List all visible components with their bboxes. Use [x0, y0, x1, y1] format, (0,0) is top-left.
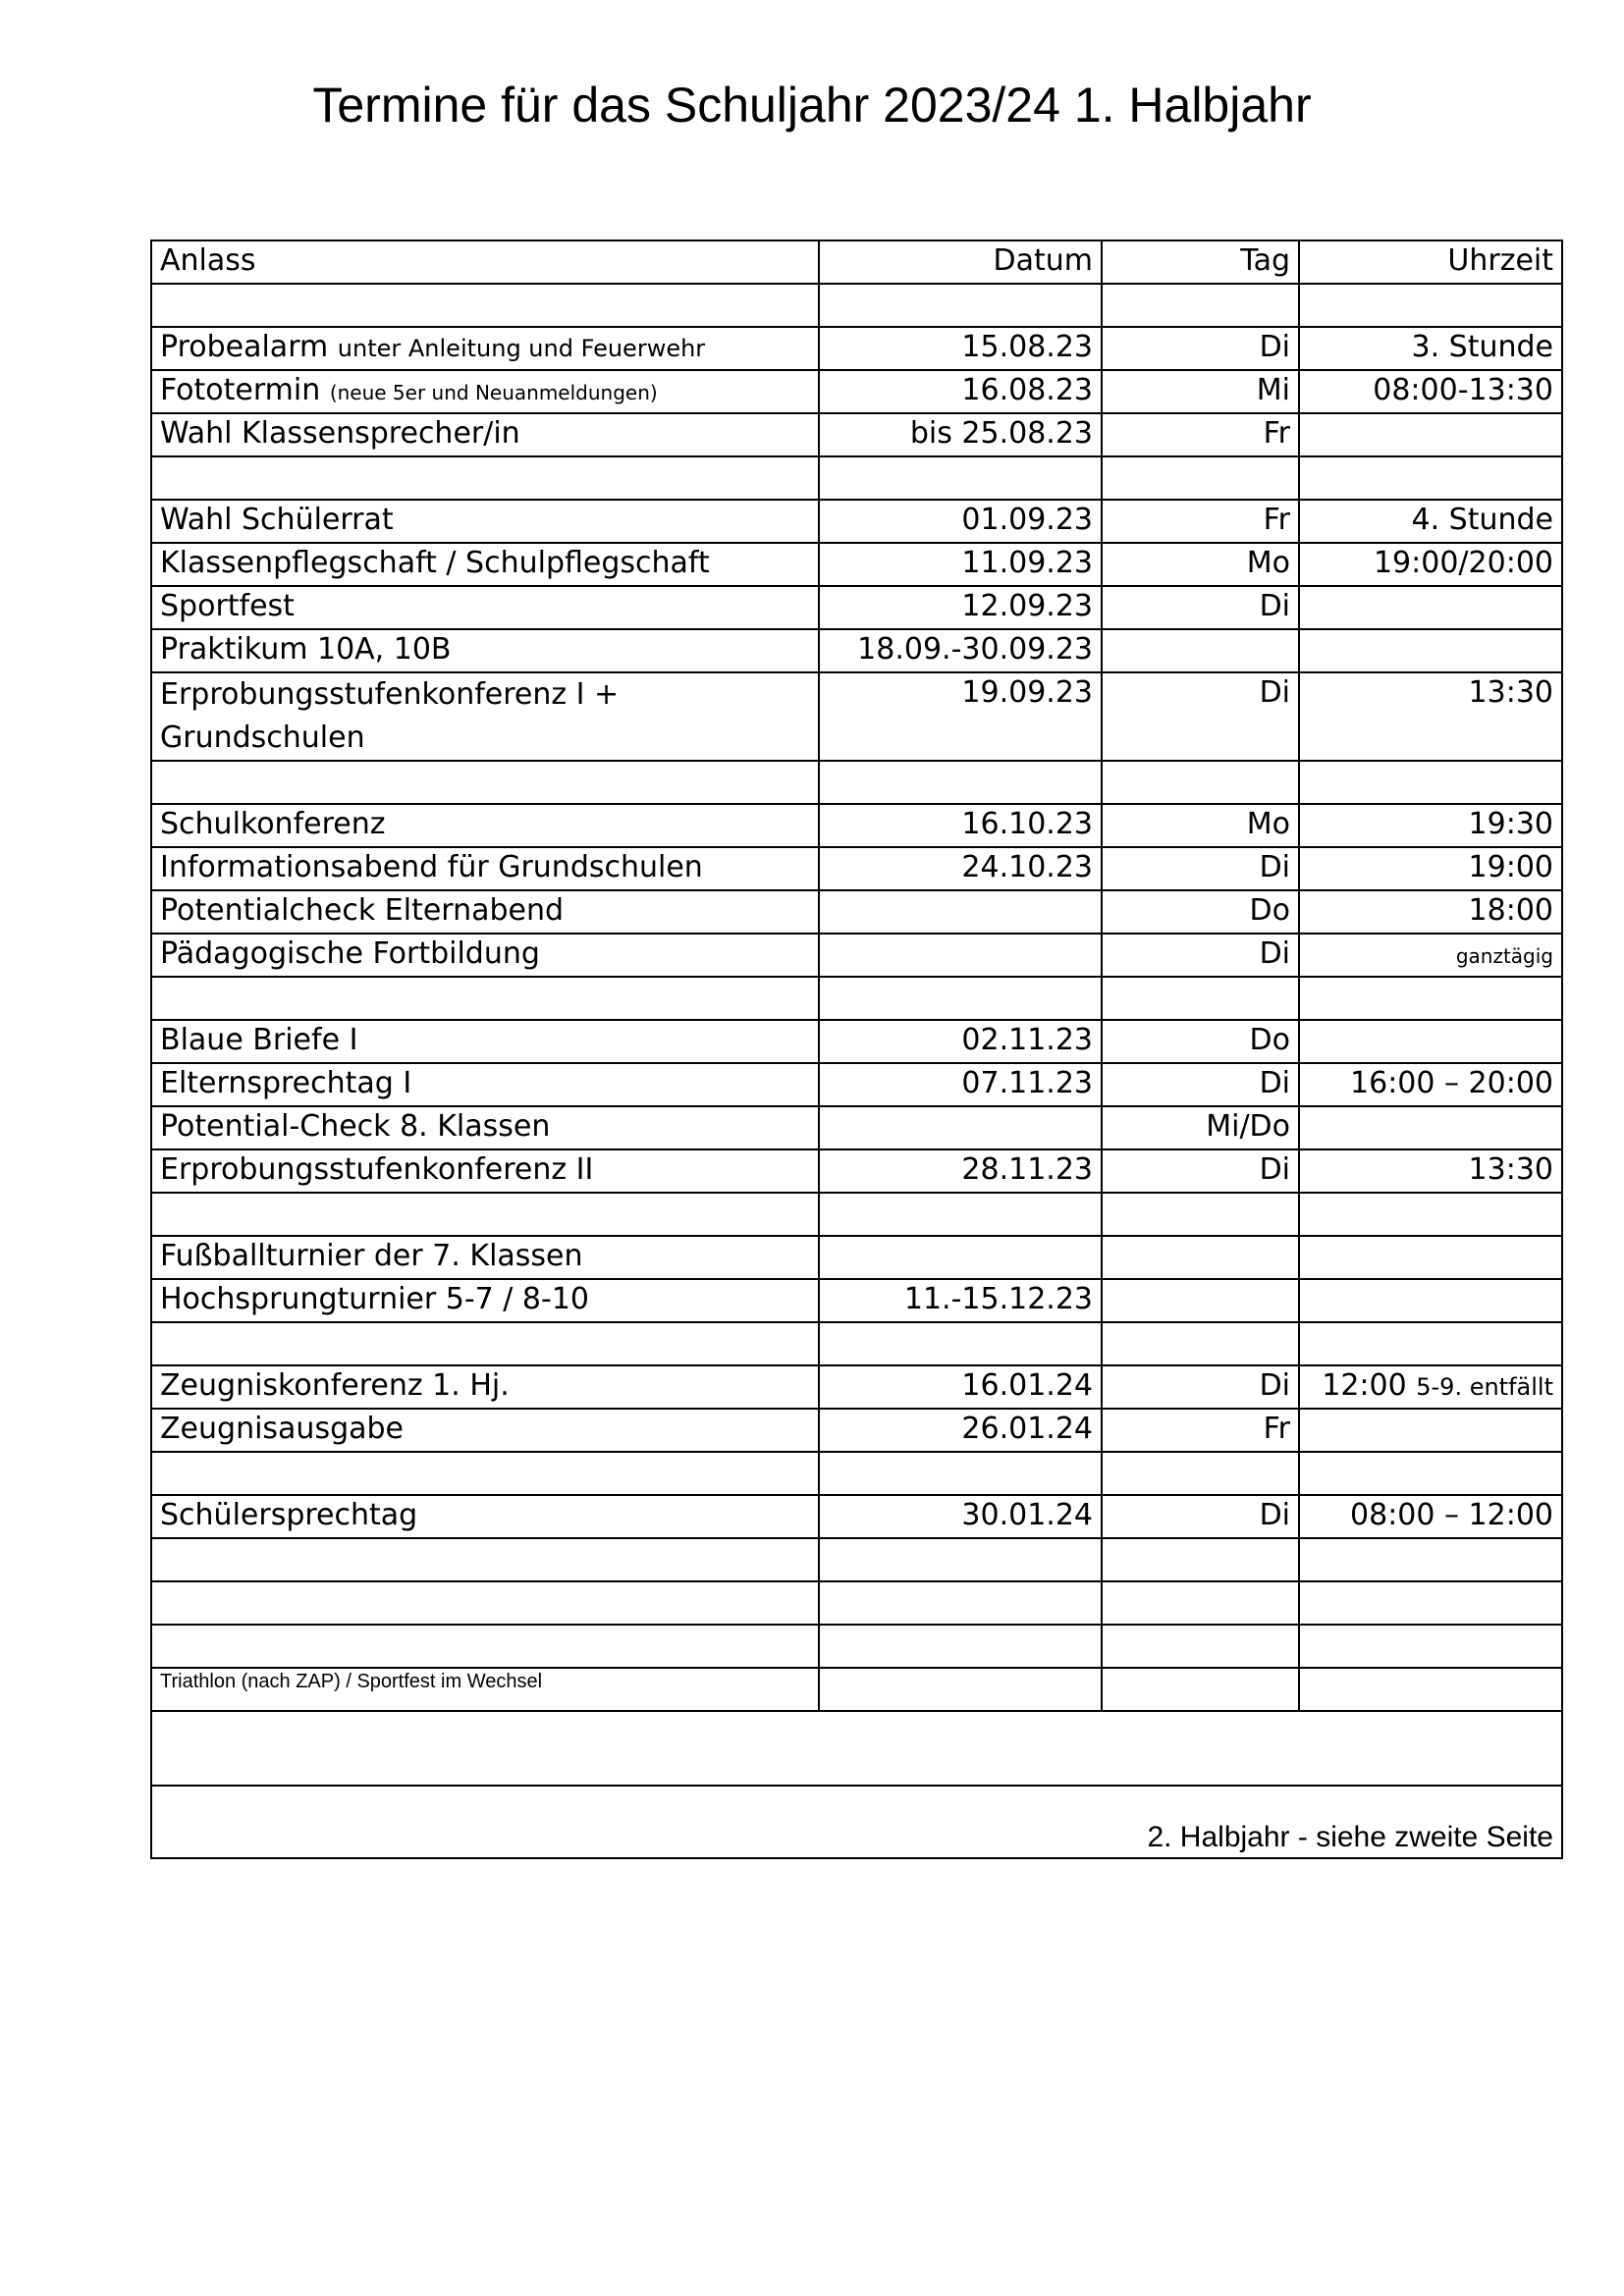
cell-tag — [1102, 804, 1299, 847]
tag-text: Mi — [1256, 373, 1290, 407]
table-row — [151, 1495, 1562, 1538]
cell-datum — [819, 543, 1102, 586]
cell-datum — [819, 1322, 1102, 1365]
cell-tag — [1102, 1322, 1299, 1365]
table-row — [151, 1106, 1562, 1149]
cell-anlass — [151, 500, 819, 543]
uhrzeit-text: 13:30 — [1468, 1152, 1553, 1187]
cell-datum — [819, 1581, 1102, 1625]
cell-datum — [819, 1625, 1102, 1668]
table-row — [151, 370, 1562, 413]
cell-datum — [819, 761, 1102, 804]
table-row — [151, 500, 1562, 543]
cell-tag — [1102, 1063, 1299, 1106]
cell-datum — [819, 284, 1102, 327]
cell-anlass — [151, 672, 819, 761]
uhrzeit-text: 18:00 — [1468, 893, 1553, 928]
datum-text: 28.11.23 — [961, 1152, 1093, 1187]
uhrzeit-text: ganztägig — [1455, 944, 1553, 968]
cell-uhrzeit — [1299, 1409, 1562, 1452]
anlass-text: Erprobungsstufenkonferenz I + Grundschulen — [160, 677, 620, 755]
cell-anlass — [151, 977, 819, 1020]
cell-tag — [1102, 934, 1299, 977]
cell-tag — [1102, 1581, 1299, 1625]
cell-datum — [819, 977, 1102, 1020]
uhrzeit-text: 08:00 – 12:00 — [1350, 1498, 1553, 1532]
cell-anlass — [151, 1668, 819, 1711]
anlass-text: Fußballturnier der 7. Klassen — [160, 1239, 583, 1273]
anlass-text: Potential-Check 8. Klassen — [160, 1109, 551, 1144]
cell-uhrzeit — [1299, 543, 1562, 586]
empty-wide-cell — [151, 1711, 1562, 1786]
anlass-text: Sportfest — [160, 589, 295, 623]
cell-datum — [819, 1149, 1102, 1193]
cell-tag — [1102, 1149, 1299, 1193]
page-title: Termine für das Schuljahr 2023/24 1. Halbjahr — [312, 78, 1312, 133]
cell-anlass — [151, 1538, 819, 1581]
cell-tag — [1102, 1020, 1299, 1063]
anlass-text: Potentialcheck Elternabend — [160, 893, 565, 928]
anlass-text: Pädagogische Fortbildung — [160, 936, 540, 971]
cell-uhrzeit — [1299, 977, 1562, 1020]
table-row — [151, 456, 1562, 500]
cell-anlass — [151, 413, 819, 456]
tag-text: Di — [1259, 1152, 1290, 1187]
uhrzeit-text: 16:00 – 20:00 — [1350, 1066, 1553, 1100]
cell-datum — [819, 934, 1102, 977]
cell-tag — [1102, 413, 1299, 456]
tag-text: Fr — [1263, 503, 1290, 537]
cell-tag — [1102, 890, 1299, 934]
cell-anlass — [151, 1020, 819, 1063]
datum-text: 11.09.23 — [961, 546, 1093, 580]
tag-text: Di — [1259, 850, 1290, 884]
cell-anlass — [151, 1063, 819, 1106]
cell-anlass — [151, 1106, 819, 1149]
cell-datum — [819, 1409, 1102, 1452]
tag-text: Di — [1259, 675, 1290, 710]
cell-anlass — [151, 1495, 819, 1538]
cell-datum — [819, 1452, 1102, 1495]
cell-uhrzeit — [1299, 1495, 1562, 1538]
tag-text: Di — [1259, 936, 1290, 971]
table-row — [151, 1149, 1562, 1193]
cell-tag — [1102, 1538, 1299, 1581]
table-row — [151, 1236, 1562, 1279]
cell-tag — [1102, 1452, 1299, 1495]
uhrzeit-text: 19:00 — [1468, 850, 1553, 884]
table-row — [151, 284, 1562, 327]
tag-text: Mi/Do — [1206, 1109, 1290, 1144]
uhrzeit-text: 19:00/20:00 — [1373, 546, 1553, 580]
tag-text: Fr — [1263, 1412, 1290, 1446]
cell-anlass — [151, 284, 819, 327]
header-anlass: Anlass — [151, 240, 819, 284]
cell-anlass — [151, 1581, 819, 1625]
datum-text: 02.11.23 — [961, 1023, 1093, 1057]
cell-datum — [819, 1495, 1102, 1538]
cell-uhrzeit — [1299, 1236, 1562, 1279]
anlass-text: Praktikum 10A, 10B — [160, 632, 452, 667]
table-row — [151, 1581, 1562, 1625]
cell-tag — [1102, 1193, 1299, 1236]
cell-anlass — [151, 1365, 819, 1409]
cell-tag — [1102, 1625, 1299, 1668]
schedule-table — [150, 240, 1563, 1859]
cell-datum — [819, 1236, 1102, 1279]
cell-uhrzeit — [1299, 327, 1562, 370]
cell-datum — [819, 890, 1102, 934]
datum-text: 12.09.23 — [961, 589, 1093, 623]
cell-datum — [819, 1106, 1102, 1149]
cell-tag — [1102, 1279, 1299, 1322]
cell-anlass — [151, 847, 819, 890]
table-row — [151, 761, 1562, 804]
cell-uhrzeit — [1299, 934, 1562, 977]
table-row — [151, 890, 1562, 934]
tag-text: Mo — [1246, 807, 1290, 841]
cell-anlass — [151, 1149, 819, 1193]
cell-tag — [1102, 1365, 1299, 1409]
datum-text: 11.-15.12.23 — [903, 1282, 1093, 1316]
uhrzeit-text: 3. Stunde — [1411, 330, 1553, 364]
table-row — [151, 672, 1562, 761]
datum-text: 18.09.-30.09.23 — [857, 632, 1093, 667]
anlass-text: Informationsabend für Grundschulen — [160, 850, 703, 884]
cell-tag — [1102, 327, 1299, 370]
anlass-text: Erprobungsstufenkonferenz II — [160, 1152, 594, 1187]
table-row — [151, 804, 1562, 847]
cell-datum — [819, 500, 1102, 543]
table-row — [151, 934, 1562, 977]
datum-text: 07.11.23 — [961, 1066, 1093, 1100]
cell-uhrzeit — [1299, 1452, 1562, 1495]
anlass-text: Wahl Klassensprecher/in — [160, 416, 520, 451]
anlass-text: Schülersprechtag — [160, 1498, 418, 1532]
tag-text: Do — [1249, 1023, 1290, 1057]
cell-datum — [819, 1365, 1102, 1409]
cell-tag — [1102, 629, 1299, 672]
table-row — [151, 1538, 1562, 1581]
table-row — [151, 1625, 1562, 1668]
datum-text: bis 25.08.23 — [909, 416, 1093, 451]
cell-uhrzeit — [1299, 1365, 1562, 1409]
cell-uhrzeit — [1299, 370, 1562, 413]
table-row — [151, 1322, 1562, 1365]
anlass-note: (neue 5er und Neuanmeldungen) — [329, 381, 658, 404]
uhrzeit-text: 12:00 — [1322, 1368, 1407, 1403]
cell-tag — [1102, 1106, 1299, 1149]
table-row — [151, 543, 1562, 586]
cell-tag — [1102, 586, 1299, 629]
cell-tag — [1102, 1409, 1299, 1452]
cell-anlass — [151, 370, 819, 413]
cell-anlass — [151, 934, 819, 977]
table-row — [151, 1668, 1562, 1711]
cell-tag — [1102, 370, 1299, 413]
tag-text: Mo — [1246, 546, 1290, 580]
cell-tag — [1102, 847, 1299, 890]
cell-uhrzeit — [1299, 586, 1562, 629]
cell-uhrzeit — [1299, 761, 1562, 804]
cell-tag — [1102, 1495, 1299, 1538]
datum-text: 16.01.24 — [961, 1368, 1093, 1403]
table-row — [151, 1279, 1562, 1322]
cell-anlass — [151, 761, 819, 804]
cell-anlass — [151, 1625, 819, 1668]
cell-datum — [819, 586, 1102, 629]
cell-datum — [819, 456, 1102, 500]
table-row — [151, 1063, 1562, 1106]
anlass-text: Blaue Briefe I — [160, 1023, 358, 1057]
table-row — [151, 413, 1562, 456]
cell-datum — [819, 672, 1102, 761]
cell-datum — [819, 1193, 1102, 1236]
cell-datum — [819, 1538, 1102, 1581]
cell-tag — [1102, 1236, 1299, 1279]
cell-tag — [1102, 672, 1299, 761]
cell-tag — [1102, 456, 1299, 500]
tag-text: Do — [1249, 893, 1290, 928]
cell-anlass — [151, 1236, 819, 1279]
cell-anlass — [151, 804, 819, 847]
cell-uhrzeit — [1299, 1193, 1562, 1236]
empty-wide-row — [151, 1711, 1562, 1786]
cell-anlass — [151, 1452, 819, 1495]
cell-tag — [1102, 500, 1299, 543]
table-row — [151, 629, 1562, 672]
tag-text: Fr — [1263, 416, 1290, 451]
table-row — [151, 847, 1562, 890]
table-header-row — [151, 240, 1562, 284]
cell-tag — [1102, 284, 1299, 327]
cell-datum — [819, 1020, 1102, 1063]
cell-anlass — [151, 327, 819, 370]
cell-anlass — [151, 1193, 819, 1236]
cell-uhrzeit — [1299, 672, 1562, 761]
cell-uhrzeit — [1299, 1149, 1562, 1193]
header-tag: Tag — [1102, 240, 1299, 284]
table-row — [151, 327, 1562, 370]
cell-uhrzeit — [1299, 500, 1562, 543]
table-row — [151, 1020, 1562, 1063]
datum-text: 30.01.24 — [961, 1498, 1093, 1532]
anlass-note: unter Anleitung und Feuerwehr — [337, 335, 706, 362]
cell-datum — [819, 1279, 1102, 1322]
uhrzeit-text: 4. Stunde — [1411, 503, 1553, 537]
uhrzeit-note: 5-9. entfällt — [1416, 1373, 1553, 1401]
cell-uhrzeit — [1299, 456, 1562, 500]
tag-text: Di — [1259, 1498, 1290, 1532]
cell-tag — [1102, 543, 1299, 586]
datum-text: 01.09.23 — [961, 503, 1093, 537]
cell-anlass — [151, 890, 819, 934]
cell-anlass — [151, 543, 819, 586]
anlass-text: Probealarm — [160, 330, 329, 364]
cell-datum — [819, 629, 1102, 672]
cell-uhrzeit — [1299, 629, 1562, 672]
cell-datum — [819, 1063, 1102, 1106]
table-row — [151, 1193, 1562, 1236]
cell-anlass — [151, 1279, 819, 1322]
tag-text: Di — [1259, 589, 1290, 623]
cell-anlass — [151, 1409, 819, 1452]
cell-datum — [819, 804, 1102, 847]
cell-uhrzeit — [1299, 1020, 1562, 1063]
cell-anlass — [151, 586, 819, 629]
datum-text: 26.01.24 — [961, 1412, 1093, 1446]
cell-datum — [819, 413, 1102, 456]
anlass-text: Schulkonferenz — [160, 807, 386, 841]
cell-uhrzeit — [1299, 1668, 1562, 1711]
anlass-text: Zeugnisausgabe — [160, 1412, 404, 1446]
anlass-text: Klassenpflegschaft / Schulpflegschaft — [160, 546, 710, 580]
footer-row — [151, 1786, 1562, 1858]
datum-text: 16.10.23 — [961, 807, 1093, 841]
header-uhrzeit: Uhrzeit — [1299, 240, 1562, 284]
cell-uhrzeit — [1299, 1063, 1562, 1106]
datum-text: 24.10.23 — [961, 850, 1093, 884]
uhrzeit-text: 08:00-13:30 — [1373, 373, 1553, 407]
cell-uhrzeit — [1299, 890, 1562, 934]
cell-uhrzeit — [1299, 1581, 1562, 1625]
cell-anlass — [151, 1322, 819, 1365]
anlass-text: Fototermin — [160, 373, 321, 407]
cell-anlass — [151, 456, 819, 500]
tag-text: Di — [1259, 330, 1290, 364]
anlass-text: Elternsprechtag I — [160, 1066, 412, 1100]
cell-uhrzeit — [1299, 847, 1562, 890]
table-row — [151, 977, 1562, 1020]
table-row — [151, 586, 1562, 629]
cell-uhrzeit — [1299, 413, 1562, 456]
cell-datum — [819, 370, 1102, 413]
anlass-text: Triathlon (nach ZAP) / Sportfest im Wechsel — [160, 1671, 543, 1692]
cell-uhrzeit — [1299, 1279, 1562, 1322]
cell-anlass — [151, 629, 819, 672]
tag-text: Di — [1259, 1066, 1290, 1100]
cell-uhrzeit — [1299, 284, 1562, 327]
cell-tag — [1102, 761, 1299, 804]
cell-datum — [819, 1668, 1102, 1711]
header-datum: Datum — [819, 240, 1102, 284]
anlass-text: Hochsprungturnier 5-7 / 8-10 — [160, 1282, 590, 1316]
cell-tag — [1102, 1668, 1299, 1711]
table-row — [151, 1365, 1562, 1409]
datum-text: 16.08.23 — [961, 373, 1093, 407]
cell-tag — [1102, 977, 1299, 1020]
cell-datum — [819, 847, 1102, 890]
cell-uhrzeit — [1299, 1538, 1562, 1581]
tag-text: Di — [1259, 1368, 1290, 1403]
datum-text: 19.09.23 — [961, 675, 1093, 710]
uhrzeit-text: 13:30 — [1468, 675, 1553, 710]
anlass-text: Wahl Schülerrat — [160, 503, 394, 537]
datum-text: 15.08.23 — [961, 330, 1093, 364]
table-row — [151, 1409, 1562, 1452]
uhrzeit-text: 19:30 — [1468, 807, 1553, 841]
cell-uhrzeit — [1299, 804, 1562, 847]
cell-datum — [819, 327, 1102, 370]
anlass-text: Zeugniskonferenz 1. Hj. — [160, 1368, 510, 1403]
footer-note: 2. Halbjahr - siehe zweite Seite — [151, 1786, 1562, 1858]
cell-uhrzeit — [1299, 1322, 1562, 1365]
cell-uhrzeit — [1299, 1625, 1562, 1668]
table-row — [151, 1452, 1562, 1495]
cell-uhrzeit — [1299, 1106, 1562, 1149]
